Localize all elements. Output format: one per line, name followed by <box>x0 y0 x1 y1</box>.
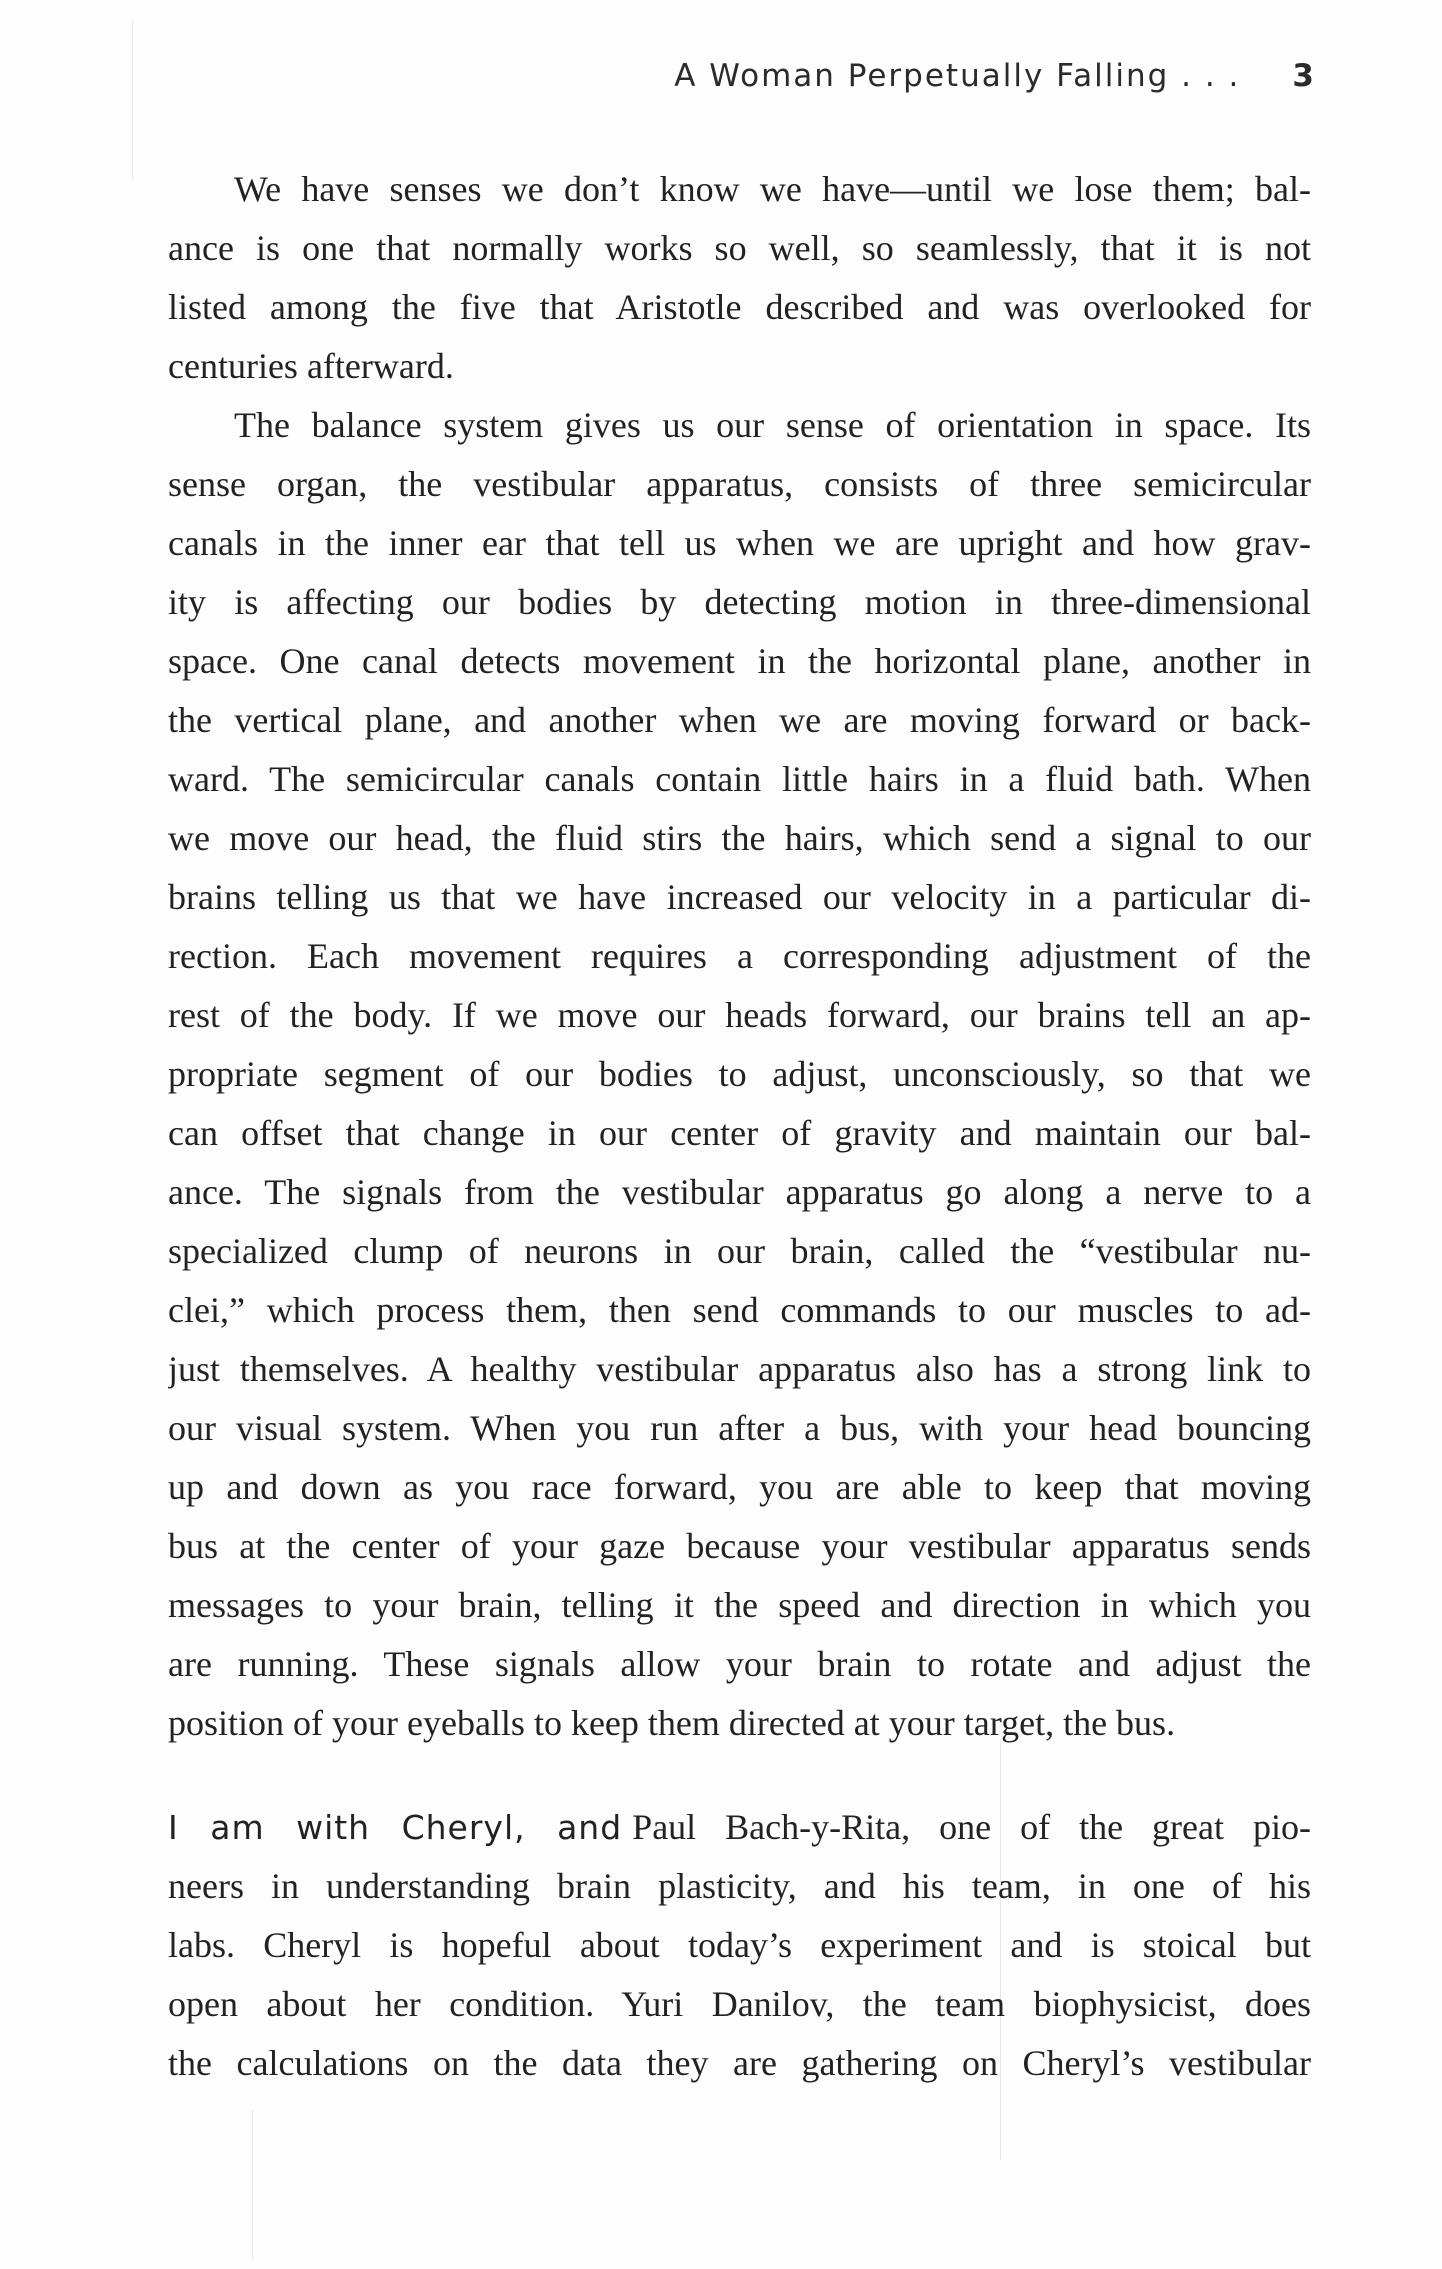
text-line: rection. Each movement requires a corresponding adjustment of the <box>168 936 1311 976</box>
text-line: messages to your brain, telling it the speed and direction in which you <box>168 1585 1311 1625</box>
text-line: specialized clump of neurons in our brain, called the “vestibular nu- <box>168 1231 1311 1271</box>
scan-artifact-line <box>132 20 133 180</box>
text-line: we move our head, the fluid stirs the hairs, which send a signal to our <box>168 818 1311 858</box>
text-line <box>168 1798 1311 1857</box>
text-line: labs. Cheryl is hopeful about today’s experiment and is stoical but <box>168 1925 1311 1965</box>
text-line: canals in the inner ear that tell us when we are upright and how grav- <box>168 523 1311 563</box>
running-title: A Woman Perpetually Falling . . . <box>674 58 1241 94</box>
text-line: just themselves. A healthy vestibular apparatus also has a strong link to <box>168 1349 1311 1389</box>
text-line: the calculations on the data they are gathering on Cheryl’s vestibular <box>168 2043 1311 2083</box>
text-line: up and down as you race forward, you are able to keep that moving <box>168 1467 1311 1507</box>
running-head <box>674 58 1314 94</box>
text-line-rest: Paul Bach-y-Rita, one of the great pio- <box>632 1807 1311 1847</box>
scan-artifact-line <box>252 2110 253 2260</box>
text-line: space. One canal detects movement in the horizontal plane, another in <box>168 641 1311 681</box>
text-line: We have senses we don’t know we have—until we lose them; bal- <box>234 169 1311 209</box>
text-line: The balance system gives us our sense of orientation in space. Its <box>234 405 1311 445</box>
paragraph-3 <box>168 1798 1311 2093</box>
text-line: the vertical plane, and another when we are moving forward or back- <box>168 700 1311 740</box>
text-line: position of your eyeballs to keep them directed at your target, the bus. <box>168 1703 1176 1743</box>
paragraph-1 <box>168 160 1311 396</box>
text-line: ity is affecting our bodies by detecting motion in three-dimensional <box>168 582 1311 622</box>
section-lead-in: I am with Cheryl, and <box>168 1808 623 1847</box>
text-line: ward. The semicircular canals contain little hairs in a fluid bath. When <box>168 759 1311 799</box>
text-line: clei,” which process them, then send commands to our muscles to ad- <box>168 1290 1311 1330</box>
text-line: listed among the five that Aristotle described and was overlooked for <box>168 287 1311 327</box>
text-line: centuries afterward. <box>168 346 454 386</box>
text-line: rest of the body. If we move our heads forward, our brains tell an ap- <box>168 995 1311 1035</box>
text-line: bus at the center of your gaze because your vestibular apparatus sends <box>168 1526 1311 1566</box>
text-line: ance is one that normally works so well, so seamlessly, that it is not <box>168 228 1311 268</box>
text-line: brains telling us that we have increased our velocity in a particular di- <box>168 877 1311 917</box>
text-line: are running. These signals allow your brain to rotate and adjust the <box>168 1644 1311 1684</box>
text-line: ance. The signals from the vestibular apparatus go along a nerve to a <box>168 1172 1311 1212</box>
paragraph-2 <box>168 396 1311 1753</box>
text-line: open about her condition. Yuri Danilov, the team biophysicist, does <box>168 1984 1311 2024</box>
page-number: 3 <box>1292 58 1314 94</box>
text-line: sense organ, the vestibular apparatus, consists of three semicircular <box>168 464 1311 504</box>
text-line: propriate segment of our bodies to adjust, unconsciously, so that we <box>168 1054 1311 1094</box>
text-line: can offset that change in our center of gravity and maintain our bal- <box>168 1113 1311 1153</box>
text-line: our visual system. When you run after a bus, with your head bouncing <box>168 1408 1311 1448</box>
text-line: neers in understanding brain plasticity, and his team, in one of his <box>168 1866 1311 1906</box>
